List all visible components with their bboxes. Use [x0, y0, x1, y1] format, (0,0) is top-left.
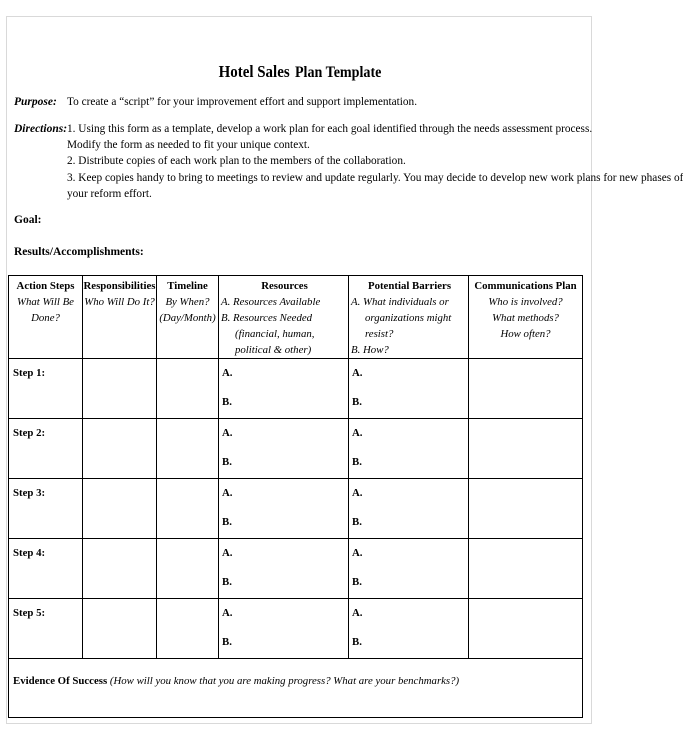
- table-header-row: [9, 276, 583, 359]
- barriers-cell[interactable]: A. B.: [349, 599, 469, 659]
- communications-cell[interactable]: [469, 419, 583, 479]
- results-label: Results/Accomplishments:: [14, 246, 144, 258]
- work-plan-table: [8, 275, 583, 718]
- resources-cell[interactable]: A. B.: [219, 479, 349, 539]
- table-row: [9, 479, 583, 539]
- communications-cell[interactable]: [469, 359, 583, 419]
- communications-cell[interactable]: [469, 479, 583, 539]
- header-potential-barriers: Potential Barriers A. What individuals or organizations might resist? B. How?: [349, 276, 469, 359]
- evidence-row: [9, 659, 583, 718]
- timeline-cell[interactable]: [157, 599, 219, 659]
- timeline-cell[interactable]: [157, 359, 219, 419]
- table-row: [9, 419, 583, 479]
- header-communications-plan: Communications Plan Who is involved? What methods? How often?: [469, 276, 583, 359]
- barriers-cell[interactable]: A. B.: [349, 359, 469, 419]
- responsibilities-cell[interactable]: [83, 419, 157, 479]
- responsibilities-cell[interactable]: [83, 599, 157, 659]
- directions-line-2: Modify the form as needed to fit your unique context.: [67, 139, 310, 151]
- resources-cell[interactable]: A. B.: [219, 539, 349, 599]
- step-label-cell: Step 5:: [9, 599, 83, 659]
- timeline-cell[interactable]: [157, 539, 219, 599]
- header-resources: Resources A. Resources Available B. Resources Needed (financial, human, political & other): [219, 276, 349, 359]
- header-responsibilities: Responsibilities Who Will Do It?: [83, 276, 157, 359]
- responsibilities-cell[interactable]: [83, 479, 157, 539]
- step-label-cell: Step 4:: [9, 539, 83, 599]
- directions-line-4: 3. Keep copies handy to bring to meetings to review and update regularly. You may decide to develop new work plans for new phases of: [67, 172, 683, 184]
- step-label-cell: Step 2:: [9, 419, 83, 479]
- table-row: [9, 599, 583, 659]
- timeline-cell[interactable]: [157, 419, 219, 479]
- table-row: [9, 539, 583, 599]
- barriers-cell[interactable]: A. B.: [349, 419, 469, 479]
- evidence-label: Evidence Of Success: [13, 675, 108, 687]
- resources-cell[interactable]: A. B.: [219, 599, 349, 659]
- purpose-text: To create a “script” for your improvement effort and support implementation.: [67, 96, 418, 108]
- document-title: [36, 62, 564, 82]
- responsibilities-cell[interactable]: [83, 359, 157, 419]
- table-row: [9, 359, 583, 419]
- barriers-cell[interactable]: A. B.: [349, 479, 469, 539]
- evidence-cell[interactable]: [9, 659, 583, 718]
- directions-line-5: your reform effort.: [67, 188, 152, 200]
- communications-cell[interactable]: [469, 539, 583, 599]
- header-timeline: Timeline By When? (Day/Month): [157, 276, 219, 359]
- barriers-cell[interactable]: A. B.: [349, 539, 469, 599]
- evidence-question: (How will you know that you are making progress? What are your benchmarks?): [109, 675, 460, 687]
- directions-line-3: 2. Distribute copies of each work plan to the members of the collaboration.: [67, 155, 406, 167]
- directions-label: Directions:: [14, 123, 68, 135]
- communications-cell[interactable]: [469, 599, 583, 659]
- responsibilities-cell[interactable]: [83, 539, 157, 599]
- directions-line-1: 1. Using this form as a template, develop a work plan for each goal identified through the needs assessment process.: [67, 123, 593, 135]
- step-label-cell: Step 1:: [9, 359, 83, 419]
- header-action-steps: Action Steps What Will Be Done?: [9, 276, 83, 359]
- title-main: Hotel Sales: [218, 62, 290, 81]
- goal-label: Goal:: [14, 214, 42, 226]
- title-sub: Plan Template: [294, 64, 382, 81]
- timeline-cell[interactable]: [157, 479, 219, 539]
- purpose-label: Purpose:: [14, 96, 57, 108]
- resources-cell[interactable]: A. B.: [219, 359, 349, 419]
- resources-cell[interactable]: A. B.: [219, 419, 349, 479]
- step-label-cell: Step 3:: [9, 479, 83, 539]
